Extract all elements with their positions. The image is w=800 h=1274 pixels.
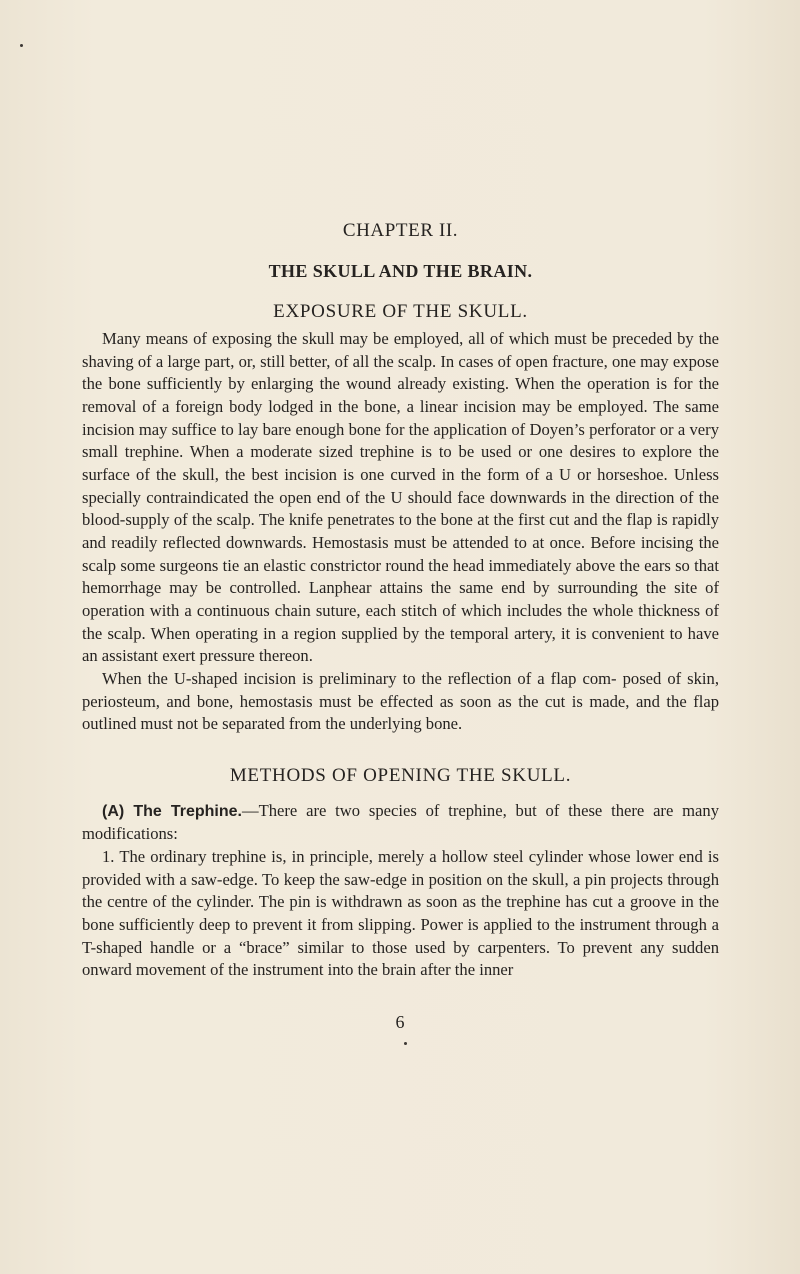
paragraph-trephine-intro	[82, 800, 719, 846]
section-heading-methods: METHODS OF OPENING THE SKULL.	[229, 764, 572, 786]
main-title: THE SKULL AND THE BRAIN.	[268, 261, 533, 281]
paragraph-exposure-1: Many means of exposing the skull may be employed, all of which must be preceded by the shaving of a large part, or, still better, of all the scalp. In cases of open fracture, one may expose the bone sufficiently by enlarging the wound already existing. When the operation is for the removal of a foreign body lodged in the bone, a linear incision may be employed. The same incision may suffice to lay bare enough bone for the application of Doyen’s perforator or a very small trephine. When a moderate sized trephine is to be used or one desires to explore the surface of the skull, the best incision is one curved in the form of a U or horseshoe. Unless specially contraindicated the open end of the U should face downwards in the direction of the blood-supply of the scalp. The knife penetrates to the bone at the first cut and the flap is rapidly and readily reflected downwards. Hemostasis must be attended to at once. Before incising the scalp some surgeons tie an elastic constrictor round the head immediately above the ears so that hemorrhage may be controlled. Lanphear attains the same end by surrounding the site of operation with a continuous chain suture, each stitch of which includes the whole thickness of the scalp. When operating in a region supplied by the temporal artery, it is convenient to have an assistant exert pressure thereon.	[82, 329, 719, 666]
page-speck-bottom	[404, 1042, 407, 1045]
trephine-term: (A) The Trephine.	[102, 802, 242, 820]
page-number: 6	[395, 1012, 405, 1032]
paragraph-exposure-2: When the U-shaped incision is preliminary to the reflection of a flap com- posed of skin, periosteum, and bone, hemostasis must be effected as soon as the cut is made, and the flap outlined must not be separated from the underlying bone.	[82, 668, 719, 734]
section-heading-exposure: EXPOSURE OF THE SKULL.	[273, 301, 528, 322]
page-speck-top	[20, 44, 23, 47]
paragraph-ordinary-trephine: 1. The ordinary trephine is, in principle, merely a hollow steel cylinder whose lower end is provided with a saw-edge. To keep the saw-edge in position on the skull, a pin projects through the centre of the cylinder. The pin is withdrawn as soon as the trephine has cut a groove in the bone sufficiently deep to prevent it from slipping. Power is applied to the instrument through a T-shaped handle or a “brace” similar to those used by carpenters. To prevent any sudden onward movement of the instrument into the brain after the inner	[82, 847, 719, 980]
chapter-title: CHAPTER II.	[342, 220, 459, 241]
page-text-block	[82, 218, 719, 982]
trephine-intro-text: —There are two species of trephine, but of these there are many modifications:	[82, 800, 719, 844]
